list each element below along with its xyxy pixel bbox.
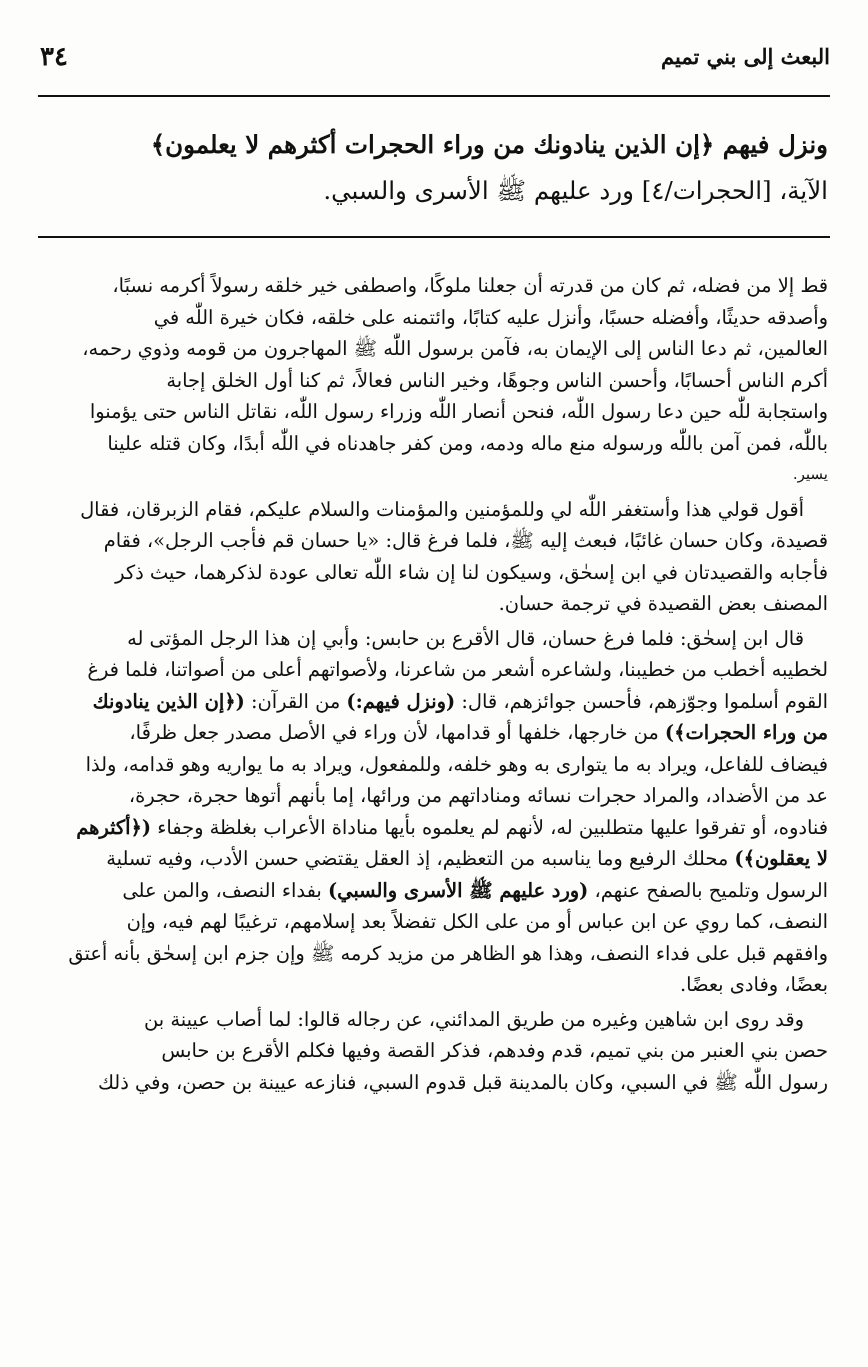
- running-title: البعث إلى بني تميم: [661, 44, 830, 69]
- text-line: يسير.: [792, 465, 828, 483]
- quran-quote: (﴿أكثرهم: [76, 815, 152, 839]
- text-line: النصف، كما روي عن ابن عباس أو من على الكل تفضلاً بعد إسلامهم، ترغيبًا لهم فيه، وإن: [126, 910, 828, 933]
- text-line: المصنف بعض القصيدة في ترجمة حسان.: [498, 592, 828, 615]
- text-line: رسول اللّٰه ﷺ في السبي، وكان بالمدينة قبل قدوم السبي، فنازعه عيينة بن حصن، وفي ذلك: [97, 1070, 828, 1094]
- matn-lead: ونزل فيهم: [714, 130, 828, 159]
- text-run: بفداء النصف، والمن على: [122, 878, 328, 902]
- text-line: وأصدقه حديثًا، وأفضله حسبًا، وأنزل عليه كتابًا، وائتمنه على خلقه، فكان خيرة اللّٰه في: [153, 305, 828, 329]
- text-line: قط إلا من فضله، ثم كان من قدرته أن جعلنا ملوكًا، واصطفى خير خلقه رسولاً أكرمه نسبًا،: [112, 274, 828, 297]
- quran-verse: ﴿إن الذين ينادونك من وراء الحجرات أكثرهم لا يعلمون﴾: [150, 130, 715, 159]
- text-line: واستجابة للّٰه حين دعا رسول اللّٰه، فنحن أنصار اللّٰه وزراء رسول اللّٰه، نقاتل الناس حتى يؤمنوا: [89, 400, 828, 423]
- quran-quote: من وراء الحجرات﴾): [664, 721, 828, 744]
- text-line: باللّٰه، فمن آمن باللّٰه ورسوله منع ماله ودمه، ومن كفر جاهدناه في اللّٰه أبدًا، وكان قتله علينا: [107, 431, 828, 455]
- matn-quote: (ونزل فيهم:): [346, 689, 456, 713]
- text-line: بعضًا، وفادى بعضًا.: [679, 973, 828, 996]
- text-run: من القرآن:: [244, 689, 347, 713]
- text-run: الرسول وتلميح بالصفح عنهم،: [588, 878, 828, 902]
- text-run: محلك الرفيع وما يناسبه من التعظيم، إذ العقل يقتضي حسن الأدب، وفيه تسلية: [106, 847, 735, 870]
- text-line: عد من الأضداد، والمراد حجرات نسائه ومناداتهم من ورائها، إما بأنهم أتوها حجرة، حجرة،: [128, 784, 828, 807]
- page-number: ٣٤: [40, 42, 68, 72]
- text-line: فيضاف للفاعل، ويراد به ما يتوارى به وهو خلفه، وللمفعول، ويراد به ما يواريه وهو قدامه، ولذا: [85, 752, 828, 776]
- quran-quote: لا يعقلون﴾): [734, 847, 828, 870]
- matn-text: [40, 122, 828, 214]
- text-line: [40, 875, 828, 907]
- matn-line: [40, 122, 828, 168]
- text-line: أكرم الناس أحسابًا، وأحسن الناس وجوهًا، وخير الناس فعالاً، ثم كنا أول الخلق إجابة: [166, 368, 828, 392]
- text-line: قصيدة، وكان حسان غائبًا، فبعث إليه ﷺ، فلما فرغ قال: «يا حسان قم فأجب الرجل»، فقام: [103, 529, 828, 552]
- text-line: قال ابن إسحٰق: فلما فرغ حسان، قال الأقرع بن حابس: وأبي إن هذا الرجل المؤتى له: [127, 626, 804, 650]
- matn-line: الآية، [الحجرات/٤] ورد عليهم ﷺ الأسرى والسبي.: [323, 176, 828, 205]
- paragraph: [40, 1004, 828, 1099]
- text-line: وافقهم قبل على فداء النصف، وهذا هو الظاهر من مزيد كرمه ﷺ وإن جزم ابن إسحٰق بأنه أعتق: [68, 941, 828, 965]
- header-rule: [38, 95, 830, 97]
- section-rule: [38, 236, 830, 238]
- quran-quote: (﴿إن الذين ينادونك: [92, 689, 245, 713]
- text-run: من خارجها، خلفها أو قدامها، لأن وراء في الأصل مصدر جعل ظرفًا،: [129, 721, 665, 744]
- text-line: لخطيبه أخطب من خطيبنا، ولشاعره أشعر من شاعرنا، ولأصواتهم أعلى من أصواتنا، فلما فرغ: [87, 658, 828, 681]
- text-line: العالمين، ثم دعا الناس إلى الإيمان به، فآمن برسول اللّٰه ﷺ المهاجرون من قومه وذوي رحمه،: [82, 337, 828, 360]
- text-line: وقد روى ابن شاهين وغيره من طريق المدائني، عن رجاله قالوا: لما أصاب عيينة بن: [144, 1007, 804, 1031]
- text-run: فنادوه، أو تفرقوا عليها متطلبين له، لأنهم لم يعلموه بأيها مناداة الأعراب بغلظة وجفاء: [151, 815, 828, 839]
- text-line: [40, 717, 828, 749]
- commentary-text: [40, 270, 828, 1098]
- paragraph: [40, 270, 828, 491]
- matn-quote: (ورد عليهم ﷺ الأسرى والسبي): [327, 878, 589, 902]
- text-line: [40, 686, 828, 718]
- text-line: [40, 812, 828, 844]
- text-line: أقول قولي هذا وأستغفر اللّٰه لي وللمؤمنين والمؤمنات والسلام عليكم، فقام الزبرقان، فقال: [80, 497, 804, 521]
- text-run: القوم أسلموا وجوّزهم، فأحسن جوائزهم، قال:: [455, 689, 828, 713]
- text-line: [40, 843, 828, 875]
- paragraph: [40, 494, 828, 620]
- text-line: حصن بني العنبر من بني تميم، قدم وفدهم، فذكر القصة وفيها فكلم الأقرع بن حابس: [161, 1039, 828, 1062]
- paragraph: [40, 623, 828, 1001]
- text-line: فأجابه والقصيدتان في ابن إسحٰق، وسيكون لنا إن شاء اللّٰه تعالى عودة لذكرهما، حيث ذكر: [115, 560, 828, 584]
